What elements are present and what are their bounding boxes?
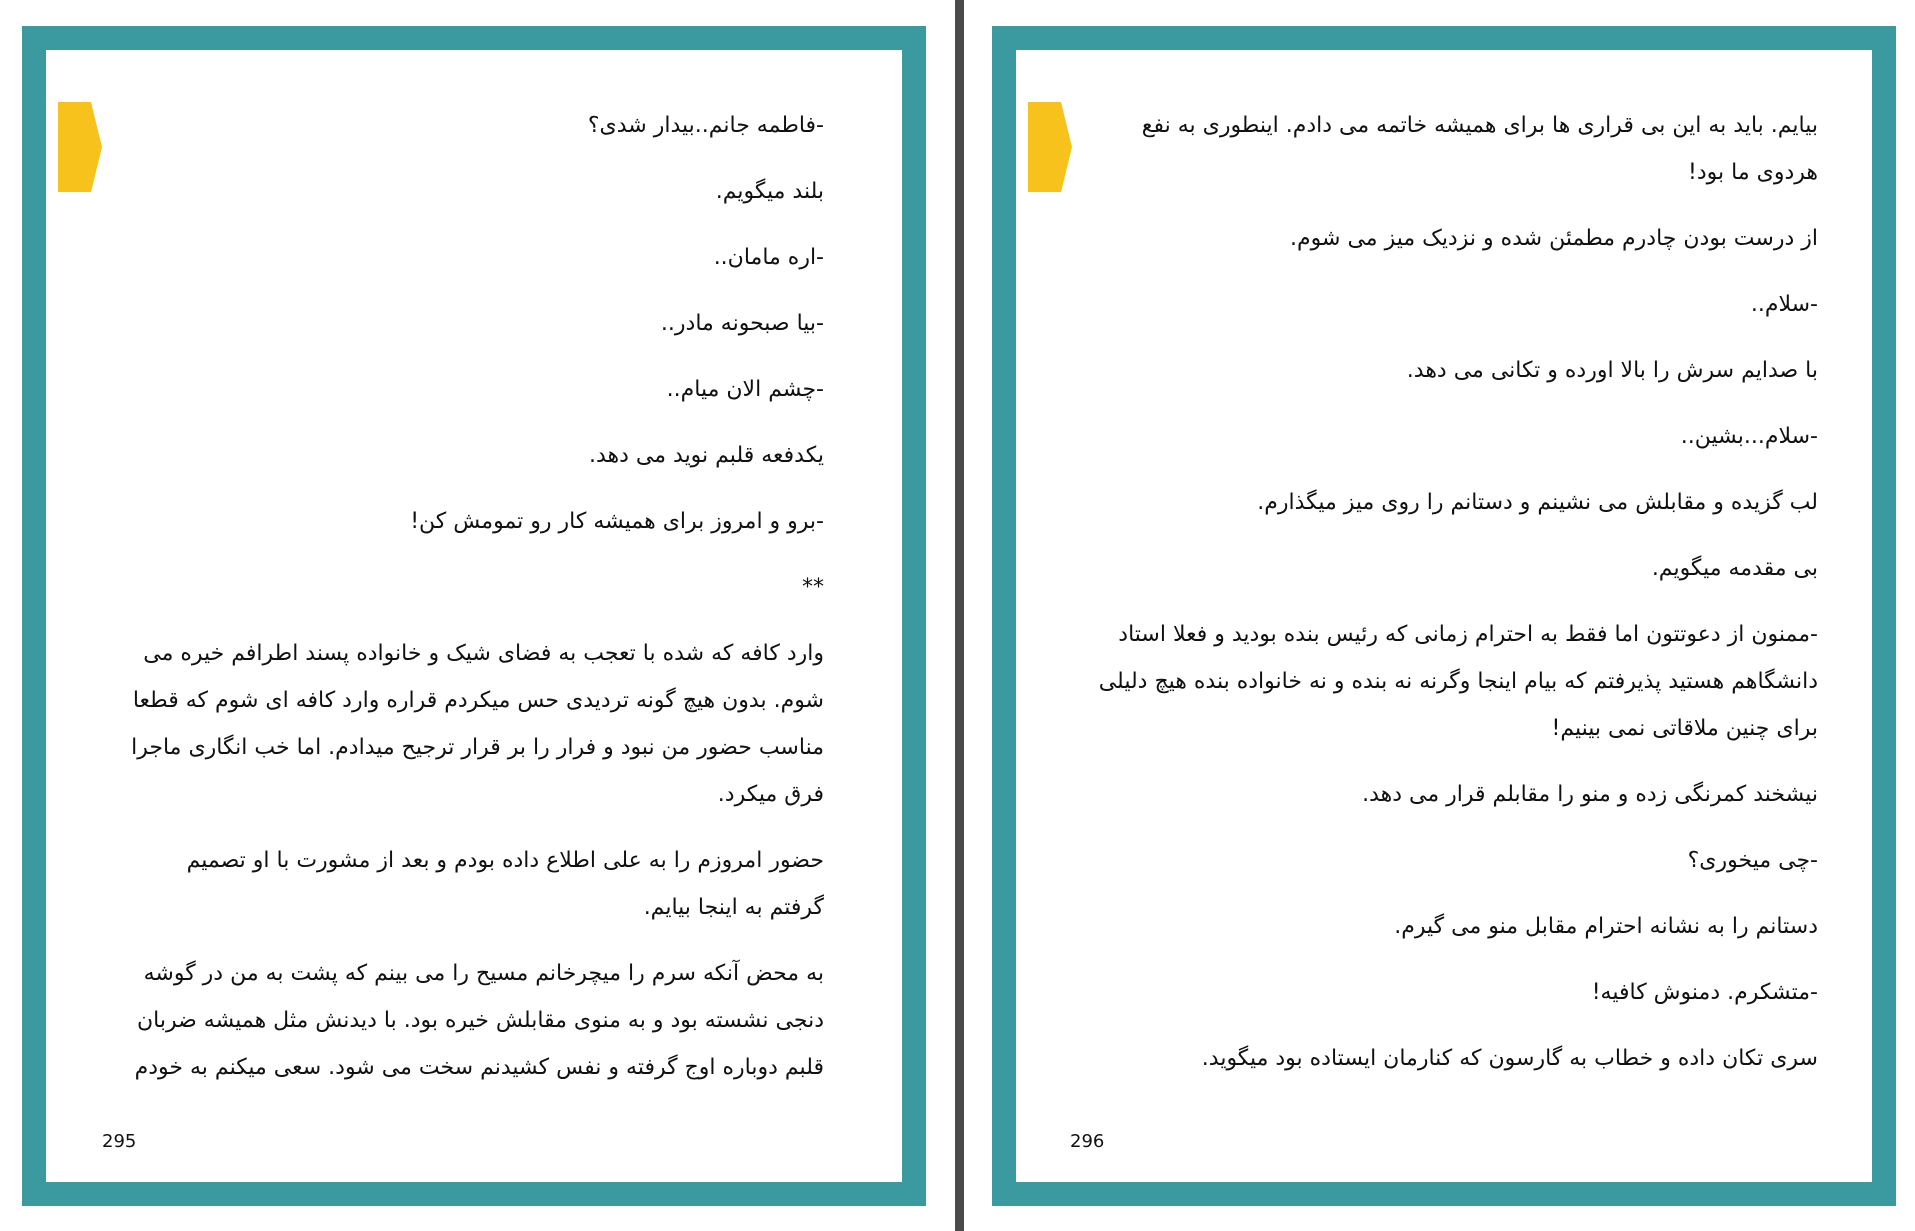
page-number: 296 bbox=[1070, 1131, 1105, 1152]
paragraph: بلند میگویم. bbox=[715, 179, 824, 204]
page-left-text bbox=[126, 102, 824, 1110]
page-right bbox=[992, 26, 1896, 1206]
paragraph: بیایم. باید به این بی قراری ها برای همیشه خاتمه می دادم. اینطوری به نفع هردوی ما بود! bbox=[1141, 113, 1818, 185]
paragraph: حضور امروزم را به علی اطلاع داده بودم و بعد از مشورت با او تصمیم گرفتم به اینجا بیایم. bbox=[186, 848, 824, 920]
paragraph: -برو و امروز برای همیشه کار رو تمومش کن! bbox=[410, 509, 824, 534]
paragraph: با صدایم سرش را بالا اورده و تکانی می دهد. bbox=[1406, 358, 1818, 383]
page-number: 295 bbox=[102, 1131, 137, 1152]
paragraph: بی مقدمه میگویم. bbox=[1651, 556, 1818, 581]
bookmark-tab bbox=[1028, 102, 1072, 192]
paragraph: -متشکرم. دمنوش کافیه! bbox=[1591, 980, 1818, 1005]
paragraph: یکدفعه قلبم نوید می دهد. bbox=[588, 443, 824, 468]
paragraph: -اره مامان.. bbox=[713, 245, 824, 270]
paragraph: -ممنون از دعوتتون اما فقط به احترام زمانی که رئیس بنده بودید و فعلا استاد دانشگاهم هستید پذیرفتم که بیام اینجا وگرنه نه بنده و نه خانواده بنده هیچ دلیلی برای چنین ملاقاتی نمی بینیم! bbox=[1098, 622, 1818, 741]
bookmark-tab bbox=[58, 102, 102, 192]
page-right-content bbox=[1016, 50, 1872, 1182]
paragraph: سری تکان داده و خطاب به گارسون که کنارمان ایستاده بود میگوید. bbox=[1201, 1046, 1818, 1071]
paragraph: -سلام...بشین.. bbox=[1680, 424, 1818, 449]
section-separator: ** bbox=[802, 575, 824, 600]
page-left bbox=[22, 26, 926, 1206]
paragraph: وارد کافه که شده با تعجب به فضای شیک و خانواده پسند اطرافم خیره می شوم. بدون هیچ گونه تردیدی حس میکردم قراره وارد کافه ای شوم که قطعا مناسب حضور من نبود و فرار را بر قرار ترجیح میدادم. اما خب انگاری ماجرا فرق میکرد. bbox=[131, 641, 824, 807]
paragraph: لب گزیده و مقابلش می نشینم و دستانم را روی میز میگذارم. bbox=[1257, 490, 1818, 515]
paragraph: -چشم الان میام.. bbox=[666, 377, 824, 402]
paragraph: دستانم را به نشانه احترام مقابل منو می گیرم. bbox=[1394, 914, 1818, 939]
page-left-content bbox=[46, 50, 902, 1182]
paragraph: نیشخند کمرنگی زده و منو را مقابلم قرار می دهد. bbox=[1362, 782, 1818, 807]
paragraph: -بیا صبحونه مادر.. bbox=[660, 311, 824, 336]
paragraph: -سلام.. bbox=[1750, 292, 1818, 317]
paragraph: به محض آنکه سرم را میچرخانم مسیح را می بینم که پشت به من در گوشه دنجی نشسته بود و به منوی مقابلش خیره بود. با دیدنش مثل همیشه ضربان قلبم دوباره اوج گرفته و نفس کشیدنم سخت می شود. سعی میکنم به خودم bbox=[134, 961, 824, 1080]
paragraph: از درست بودن چادرم مطمئن شده و نزدیک میز می شوم. bbox=[1290, 226, 1818, 251]
book-spine bbox=[955, 0, 964, 1231]
paragraph: -چی میخوری؟ bbox=[1687, 848, 1818, 873]
page-right-text bbox=[1086, 102, 1818, 1101]
paragraph: -فاطمه جانم..بیدار شدی؟ bbox=[587, 113, 824, 138]
